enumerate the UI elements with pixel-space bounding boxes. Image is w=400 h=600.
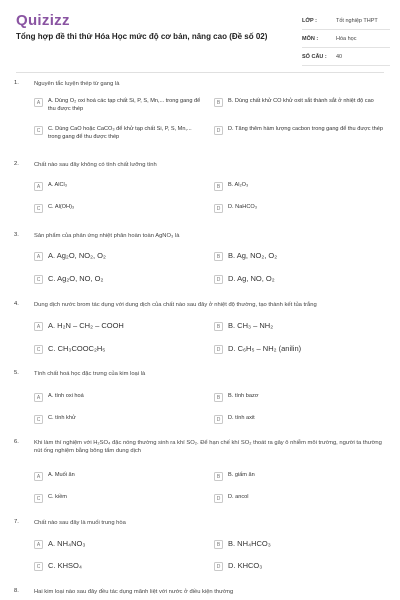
question-text: Khi làm thí nghiệm với H₂SO₄ đặc nóng thường sinh ra khí SO₂. Để hạn chế khí SO₂ thoát ra gây ô nhiễm môi trường, người ta thường nút ống nghiệm bằng bông tẩm dung dịch [34, 440, 382, 455]
option-d[interactable] [214, 274, 384, 284]
option-letter-badge: A [34, 98, 43, 107]
option-letter-badge: C [34, 494, 43, 503]
option-d[interactable] [214, 344, 384, 354]
option-letter-badge: A [34, 540, 43, 549]
question-number: 6. [14, 439, 19, 445]
option-text: B. Al₂O₃ [228, 182, 249, 188]
option-text: B. CH₃ – NH₂ [228, 321, 274, 330]
option-letter-badge: B [214, 322, 223, 331]
option-d[interactable] [214, 125, 384, 135]
question-number: 1. [14, 80, 19, 86]
option-a[interactable] [34, 181, 204, 191]
option-text: A. AlCl₃ [48, 182, 68, 188]
option-b[interactable] [214, 471, 384, 481]
option-text: C. Dùng CaO hoặc CaCO₃ để khử tạp chất Si, P, S, Mn,... trong gang để thu được thép [48, 126, 192, 141]
option-c[interactable] [34, 125, 204, 141]
option-b[interactable] [214, 97, 384, 107]
option-letter-badge: A [34, 252, 43, 261]
option-text: A. Ag₂O, NO₂, O₂ [48, 251, 106, 260]
option-text: D. Ag, NO, O₂ [228, 274, 275, 283]
meta-key: MÔN : [302, 35, 319, 42]
option-text: D. Tăng thêm hàm lượng cacbon trong gang để thu được thép [228, 126, 383, 132]
option-letter-badge: B [214, 393, 223, 402]
option-text: A. Dùng O₂ oxi hoá các tạp chất Si, P, S, Mn,... trong gang để thu được thép [48, 98, 201, 113]
question-number: 8. [14, 588, 19, 594]
meta-row-subject [302, 30, 390, 48]
option-b[interactable] [214, 539, 384, 549]
option-d[interactable] [214, 561, 384, 571]
option-text: B. NH₄HCO₃ [228, 539, 271, 548]
option-letter-badge: D [214, 494, 223, 503]
option-letter-badge: C [34, 415, 43, 424]
option-a[interactable] [34, 392, 204, 402]
meta-value: Tốt nghiệp THPT [336, 17, 378, 24]
quizizz-logo: Quizizz [16, 12, 70, 29]
option-letter-badge: B [214, 252, 223, 261]
option-letter-badge: D [214, 275, 223, 284]
option-a[interactable] [34, 471, 204, 481]
option-b[interactable] [214, 181, 384, 191]
meta-key: LỚP : [302, 17, 317, 24]
option-d[interactable] [214, 493, 384, 503]
option-letter-badge: D [214, 126, 223, 135]
option-text: D. NaHCO₃ [228, 204, 258, 210]
option-b[interactable] [214, 392, 384, 402]
question-text: Nguyên tắc luyện thép từ gang là [34, 81, 120, 87]
option-letter-badge: D [214, 204, 223, 213]
option-a[interactable] [34, 321, 204, 331]
option-text: A. NH₄NO₃ [48, 539, 86, 548]
meta-value: Hóa học [336, 35, 357, 42]
option-text: D. ancol [228, 494, 249, 500]
option-letter-badge: B [214, 472, 223, 481]
option-d[interactable] [214, 203, 384, 213]
question-text: Chất nào sau đây không có tính chất lưỡng tính [34, 162, 157, 168]
option-c[interactable] [34, 414, 204, 424]
worksheet-title: Tổng hợp đề thi thử Hóa Học mức độ cơ bản, nâng cao (Đề số 02) [16, 32, 268, 41]
option-text: D. tính axit [228, 415, 255, 421]
option-letter-badge: C [34, 275, 43, 284]
option-a[interactable] [34, 251, 204, 261]
header-divider [16, 72, 384, 73]
meta-row-count [302, 48, 390, 66]
option-b[interactable] [214, 321, 384, 331]
option-letter-badge: A [34, 393, 43, 402]
option-letter-badge: A [34, 182, 43, 191]
option-text: C. Ag₂O, NO, O₂ [48, 274, 104, 283]
meta-value: 40 [336, 53, 343, 60]
option-text: A. tính oxi hoá [48, 393, 84, 399]
option-text: B. Dùng chất khử CO khử oxit sắt thành sắt ở nhiệt độ cao [228, 98, 374, 104]
meta-row-class [302, 12, 390, 30]
option-letter-badge: D [214, 562, 223, 571]
option-letter-badge: B [214, 540, 223, 549]
meta-info [302, 12, 390, 66]
option-letter-badge: D [214, 415, 223, 424]
question-number: 3. [14, 232, 19, 238]
option-text: B. Ag, NO₂, O₂ [228, 251, 278, 260]
option-b[interactable] [214, 251, 384, 261]
option-text: C. Al(OH)₃ [48, 204, 75, 210]
option-letter-badge: B [214, 182, 223, 191]
option-text: C. CH₃COOC₂H₅ [48, 344, 106, 353]
option-text: C. KHSO₄ [48, 561, 82, 570]
option-text: A. H₂N – CH₂ – COOH [48, 321, 124, 330]
option-a[interactable] [34, 97, 204, 113]
option-text: D. KHCO₃ [228, 561, 263, 570]
option-letter-badge: C [34, 126, 43, 135]
question-number: 2. [14, 161, 19, 167]
option-text: C. tính khử [48, 415, 76, 421]
worksheet-header [0, 0, 400, 70]
option-c[interactable] [34, 344, 204, 354]
option-letter-badge: C [34, 204, 43, 213]
option-text: B. giấm ăn [228, 472, 255, 478]
option-c[interactable] [34, 203, 204, 213]
question-text: Chất nào sau đây là muối trung hòa [34, 520, 126, 526]
question-text: Sản phẩm của phản ứng nhiệt phân hoàn toàn AgNO₃ là [34, 233, 180, 239]
question-number: 7. [14, 519, 19, 525]
option-letter-badge: D [214, 345, 223, 354]
option-letter-badge: B [214, 98, 223, 107]
option-c[interactable] [34, 274, 204, 284]
question-number: 4. [14, 301, 19, 307]
option-c[interactable] [34, 493, 204, 503]
question-text: Hai kim loại nào sau đây đều tác dụng mãnh liệt với nước ở điều kiện thường [34, 589, 234, 595]
option-letter-badge: C [34, 562, 43, 571]
option-d[interactable] [214, 414, 384, 424]
option-c[interactable] [34, 561, 204, 571]
meta-key: SỐ CÂU : [302, 53, 327, 60]
option-text: A. Muối ăn [48, 472, 75, 478]
option-text: C. kiềm [48, 494, 67, 500]
question-text: Tính chất hoá học đặc trưng của kim loại là [34, 371, 146, 377]
option-text: D. C₆H₅ – NH₂ (anilin) [228, 344, 302, 353]
option-a[interactable] [34, 539, 204, 549]
question-number: 5. [14, 370, 19, 376]
option-letter-badge: A [34, 322, 43, 331]
question-text: Dung dịch nước brom tác dụng với dung dịch của chất nào sau đây ở nhiệt độ thường, tạo thành kết tủa trắng [34, 302, 317, 308]
option-letter-badge: C [34, 345, 43, 354]
option-letter-badge: A [34, 472, 43, 481]
option-text: B. tính bazơ [228, 393, 259, 399]
